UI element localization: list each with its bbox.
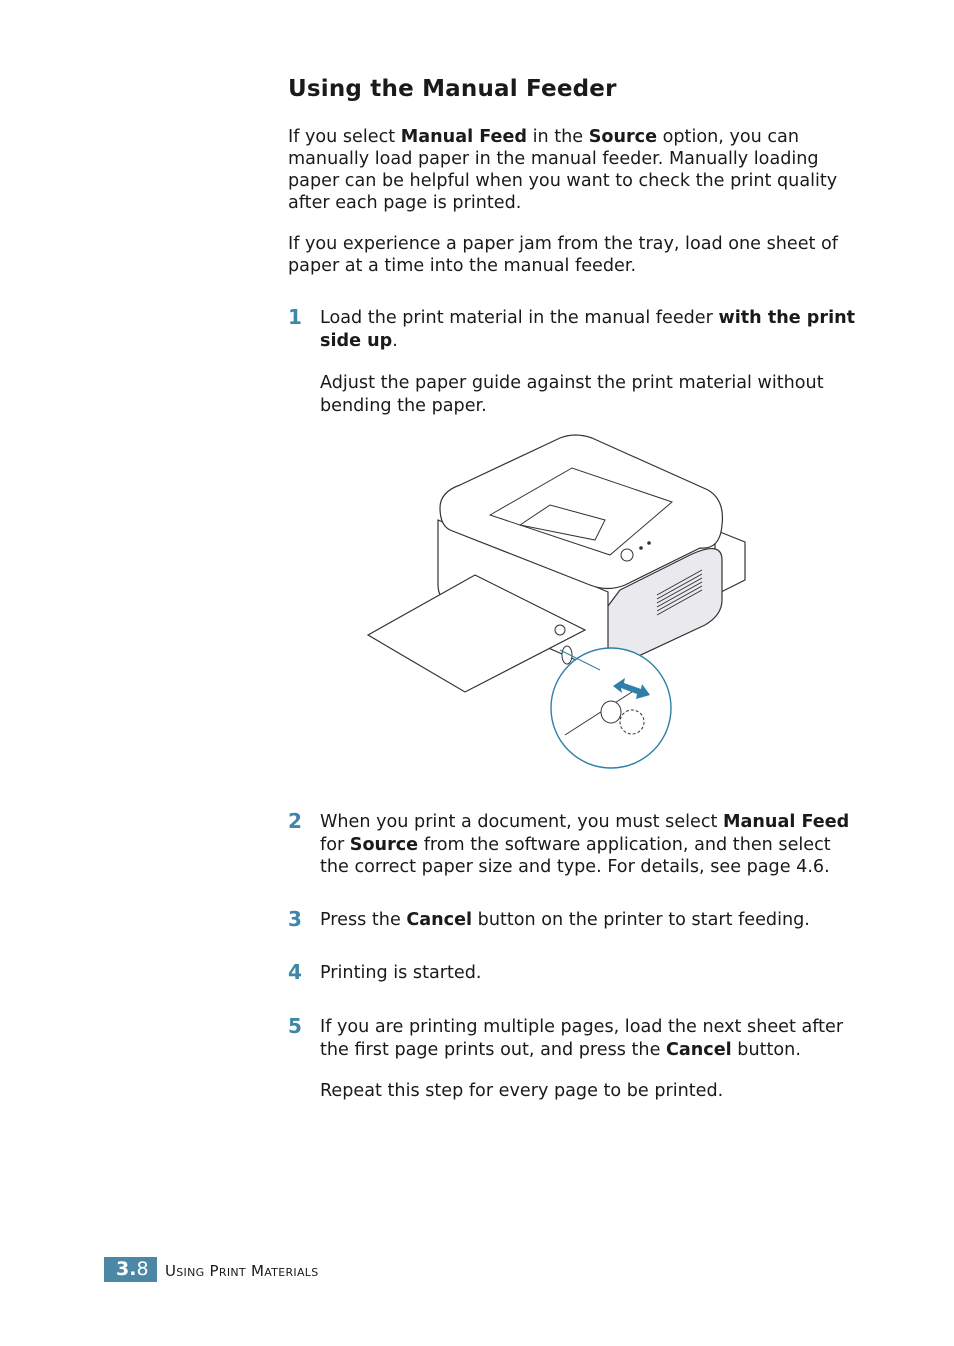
step-number: 4 [288,960,302,984]
step-number: 5 [288,1014,302,1038]
intro-paragraph-1: If you select Manual Feed in the Source option, you can manually load paper in the manual feeder. Manually loading paper can be helpful when you want to check the print quality after each page is printed. [288,127,838,213]
page-number-badge: 3.8 [104,1257,157,1282]
chapter-title: Using Print Materials [165,1262,319,1280]
step-text: If you are printing multiple pages, load the next sheet after the first page prints out, and press the Cancel button. [320,1017,844,1060]
step-note: Repeat this step for every page to be printed. [320,1081,724,1101]
step-number: 3 [288,907,302,931]
printer-manual-feed-illustration [360,430,760,770]
step-text: Press the Cancel button on the printer to start feeding. [320,910,810,930]
step-number: 2 [288,809,302,833]
step-text: Printing is started. [320,963,482,983]
section-title: Using the Manual Feeder [288,76,617,102]
step-note: Adjust the paper guide against the print material without bending the paper. [320,373,824,416]
intro-paragraph-2: If you experience a paper jam from the tray, load one sheet of paper at a time into the manual feeder. [288,234,838,276]
step-number: 1 [288,305,302,329]
step-text: When you print a document, you must select Manual Feed for Source from the software application, and then select the correct paper size and type. For details, see page 4.6. [320,812,850,877]
step-text: Load the print material in the manual feeder with the print side up. [320,308,856,351]
